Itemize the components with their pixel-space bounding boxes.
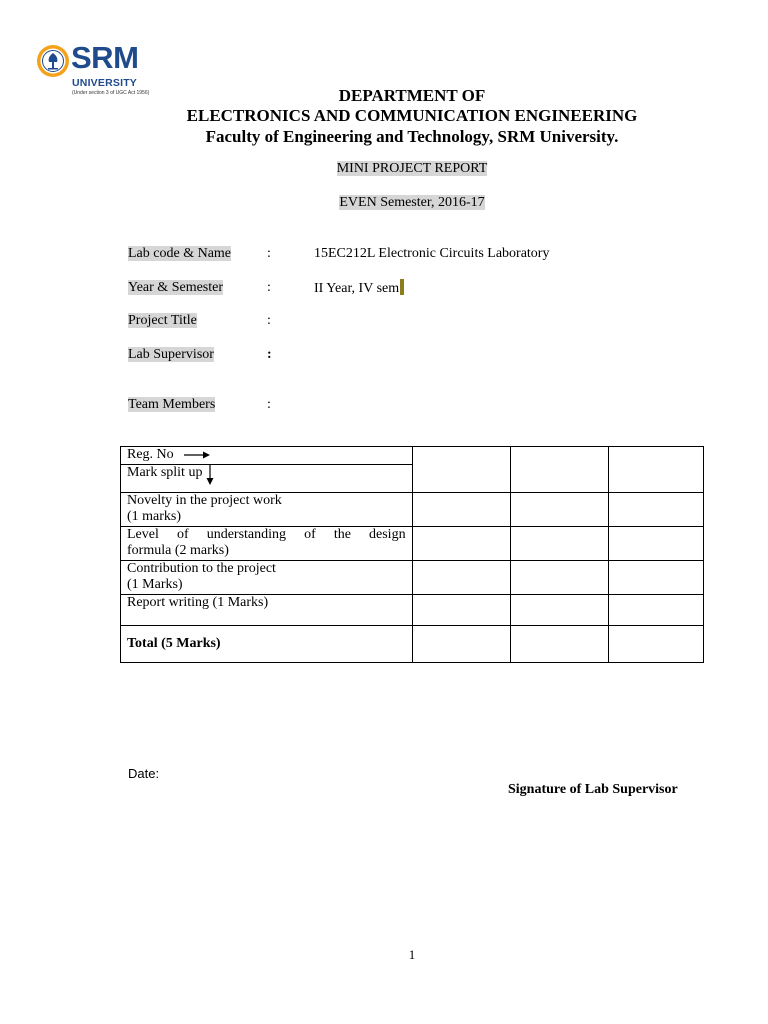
criterion-cell xyxy=(121,595,413,626)
table-row xyxy=(121,527,704,561)
criterion-line: Level of understanding of the design xyxy=(127,527,406,542)
table-cell[interactable] xyxy=(609,493,704,527)
criterion-line: Novelty in the project work xyxy=(127,493,282,508)
field-colon: : xyxy=(267,313,271,328)
table-cell[interactable] xyxy=(511,561,609,595)
total-cell xyxy=(121,626,413,663)
field-colon: : xyxy=(267,397,271,412)
report-type xyxy=(0,161,768,177)
table-row xyxy=(121,493,704,527)
table-cell[interactable] xyxy=(511,595,609,626)
criterion-cell xyxy=(121,493,413,527)
field-value-year-semester xyxy=(314,279,404,298)
university-seal-icon xyxy=(36,44,70,78)
table-cell[interactable] xyxy=(412,561,511,595)
arrow-right-icon xyxy=(184,451,210,459)
date-label: Date: xyxy=(128,766,160,781)
table-cell[interactable] xyxy=(412,626,511,663)
table-cell[interactable] xyxy=(412,595,511,626)
table-row xyxy=(121,595,704,626)
table-cell[interactable] xyxy=(609,561,704,595)
year-semester-text: II Year, IV sem xyxy=(314,281,400,296)
table-cell[interactable] xyxy=(412,527,511,561)
criterion-cell xyxy=(121,561,413,595)
field-label: Project Title xyxy=(128,313,197,328)
mark-split-label: Mark split up xyxy=(127,465,203,480)
table-cell[interactable] xyxy=(412,493,511,527)
field-lab-code xyxy=(128,245,231,263)
logo-brand: SRM xyxy=(71,40,139,75)
field-project-title xyxy=(128,312,197,330)
logo-university: UNIVERSITY xyxy=(72,77,138,89)
semester xyxy=(0,195,768,211)
faculty-name: Faculty of Engineering and Technology, SRM University. xyxy=(205,127,619,146)
mark-split-cell xyxy=(121,465,413,493)
table-cell[interactable] xyxy=(609,447,704,493)
table-row xyxy=(121,626,704,663)
arrow-down-icon xyxy=(206,465,214,485)
criterion-line: (1 Marks) xyxy=(127,577,183,592)
department-heading: DEPARTMENT OF xyxy=(338,86,486,105)
table-cell[interactable] xyxy=(511,527,609,561)
page-number: 1 xyxy=(408,947,416,962)
field-label: Lab code & Name xyxy=(128,246,232,261)
table-row xyxy=(121,561,704,595)
table-cell[interactable] xyxy=(609,626,704,663)
field-colon: : xyxy=(267,280,271,295)
marks-table xyxy=(120,446,704,663)
signature-label: Signature of Lab Supervisor xyxy=(508,782,678,797)
reg-no-cell xyxy=(121,447,413,465)
logo-subtitle: (Under section 3 of UGC Act 1956) xyxy=(72,90,150,96)
table-cell[interactable] xyxy=(609,527,704,561)
table-cell[interactable] xyxy=(511,626,609,663)
field-label: Lab Supervisor xyxy=(128,347,214,362)
semester-text: EVEN Semester, 2016-17 xyxy=(339,195,485,210)
criterion-line: formula (2 marks) xyxy=(127,543,229,558)
field-colon: : xyxy=(267,347,272,362)
field-value-lab-code: 15EC212L Electronic Circuits Laboratory xyxy=(314,246,550,261)
total-label: Total (5 Marks) xyxy=(127,636,221,651)
field-team-members xyxy=(128,396,215,414)
criterion-line: Contribution to the project xyxy=(127,561,276,576)
field-colon: : xyxy=(267,246,271,261)
table-cell[interactable] xyxy=(609,595,704,626)
reg-no-label: Reg. No xyxy=(127,447,174,462)
department-name: ELECTRONICS AND COMMUNICATION ENGINEERING xyxy=(186,106,638,125)
table-cell[interactable] xyxy=(511,447,609,493)
table-cell[interactable] xyxy=(511,493,609,527)
criterion-line: Report writing (1 Marks) xyxy=(127,595,269,610)
text-cursor xyxy=(400,279,404,295)
field-year-semester xyxy=(128,279,223,297)
field-label: Team Members xyxy=(128,397,216,412)
criterion-line: (1 marks) xyxy=(127,509,182,524)
field-lab-supervisor xyxy=(128,346,214,364)
table-row xyxy=(121,447,704,465)
table-cell[interactable] xyxy=(412,447,511,493)
field-label: Year & Semester xyxy=(128,280,224,295)
criterion-cell xyxy=(121,527,413,561)
report-type-text: MINI PROJECT REPORT xyxy=(336,161,488,176)
